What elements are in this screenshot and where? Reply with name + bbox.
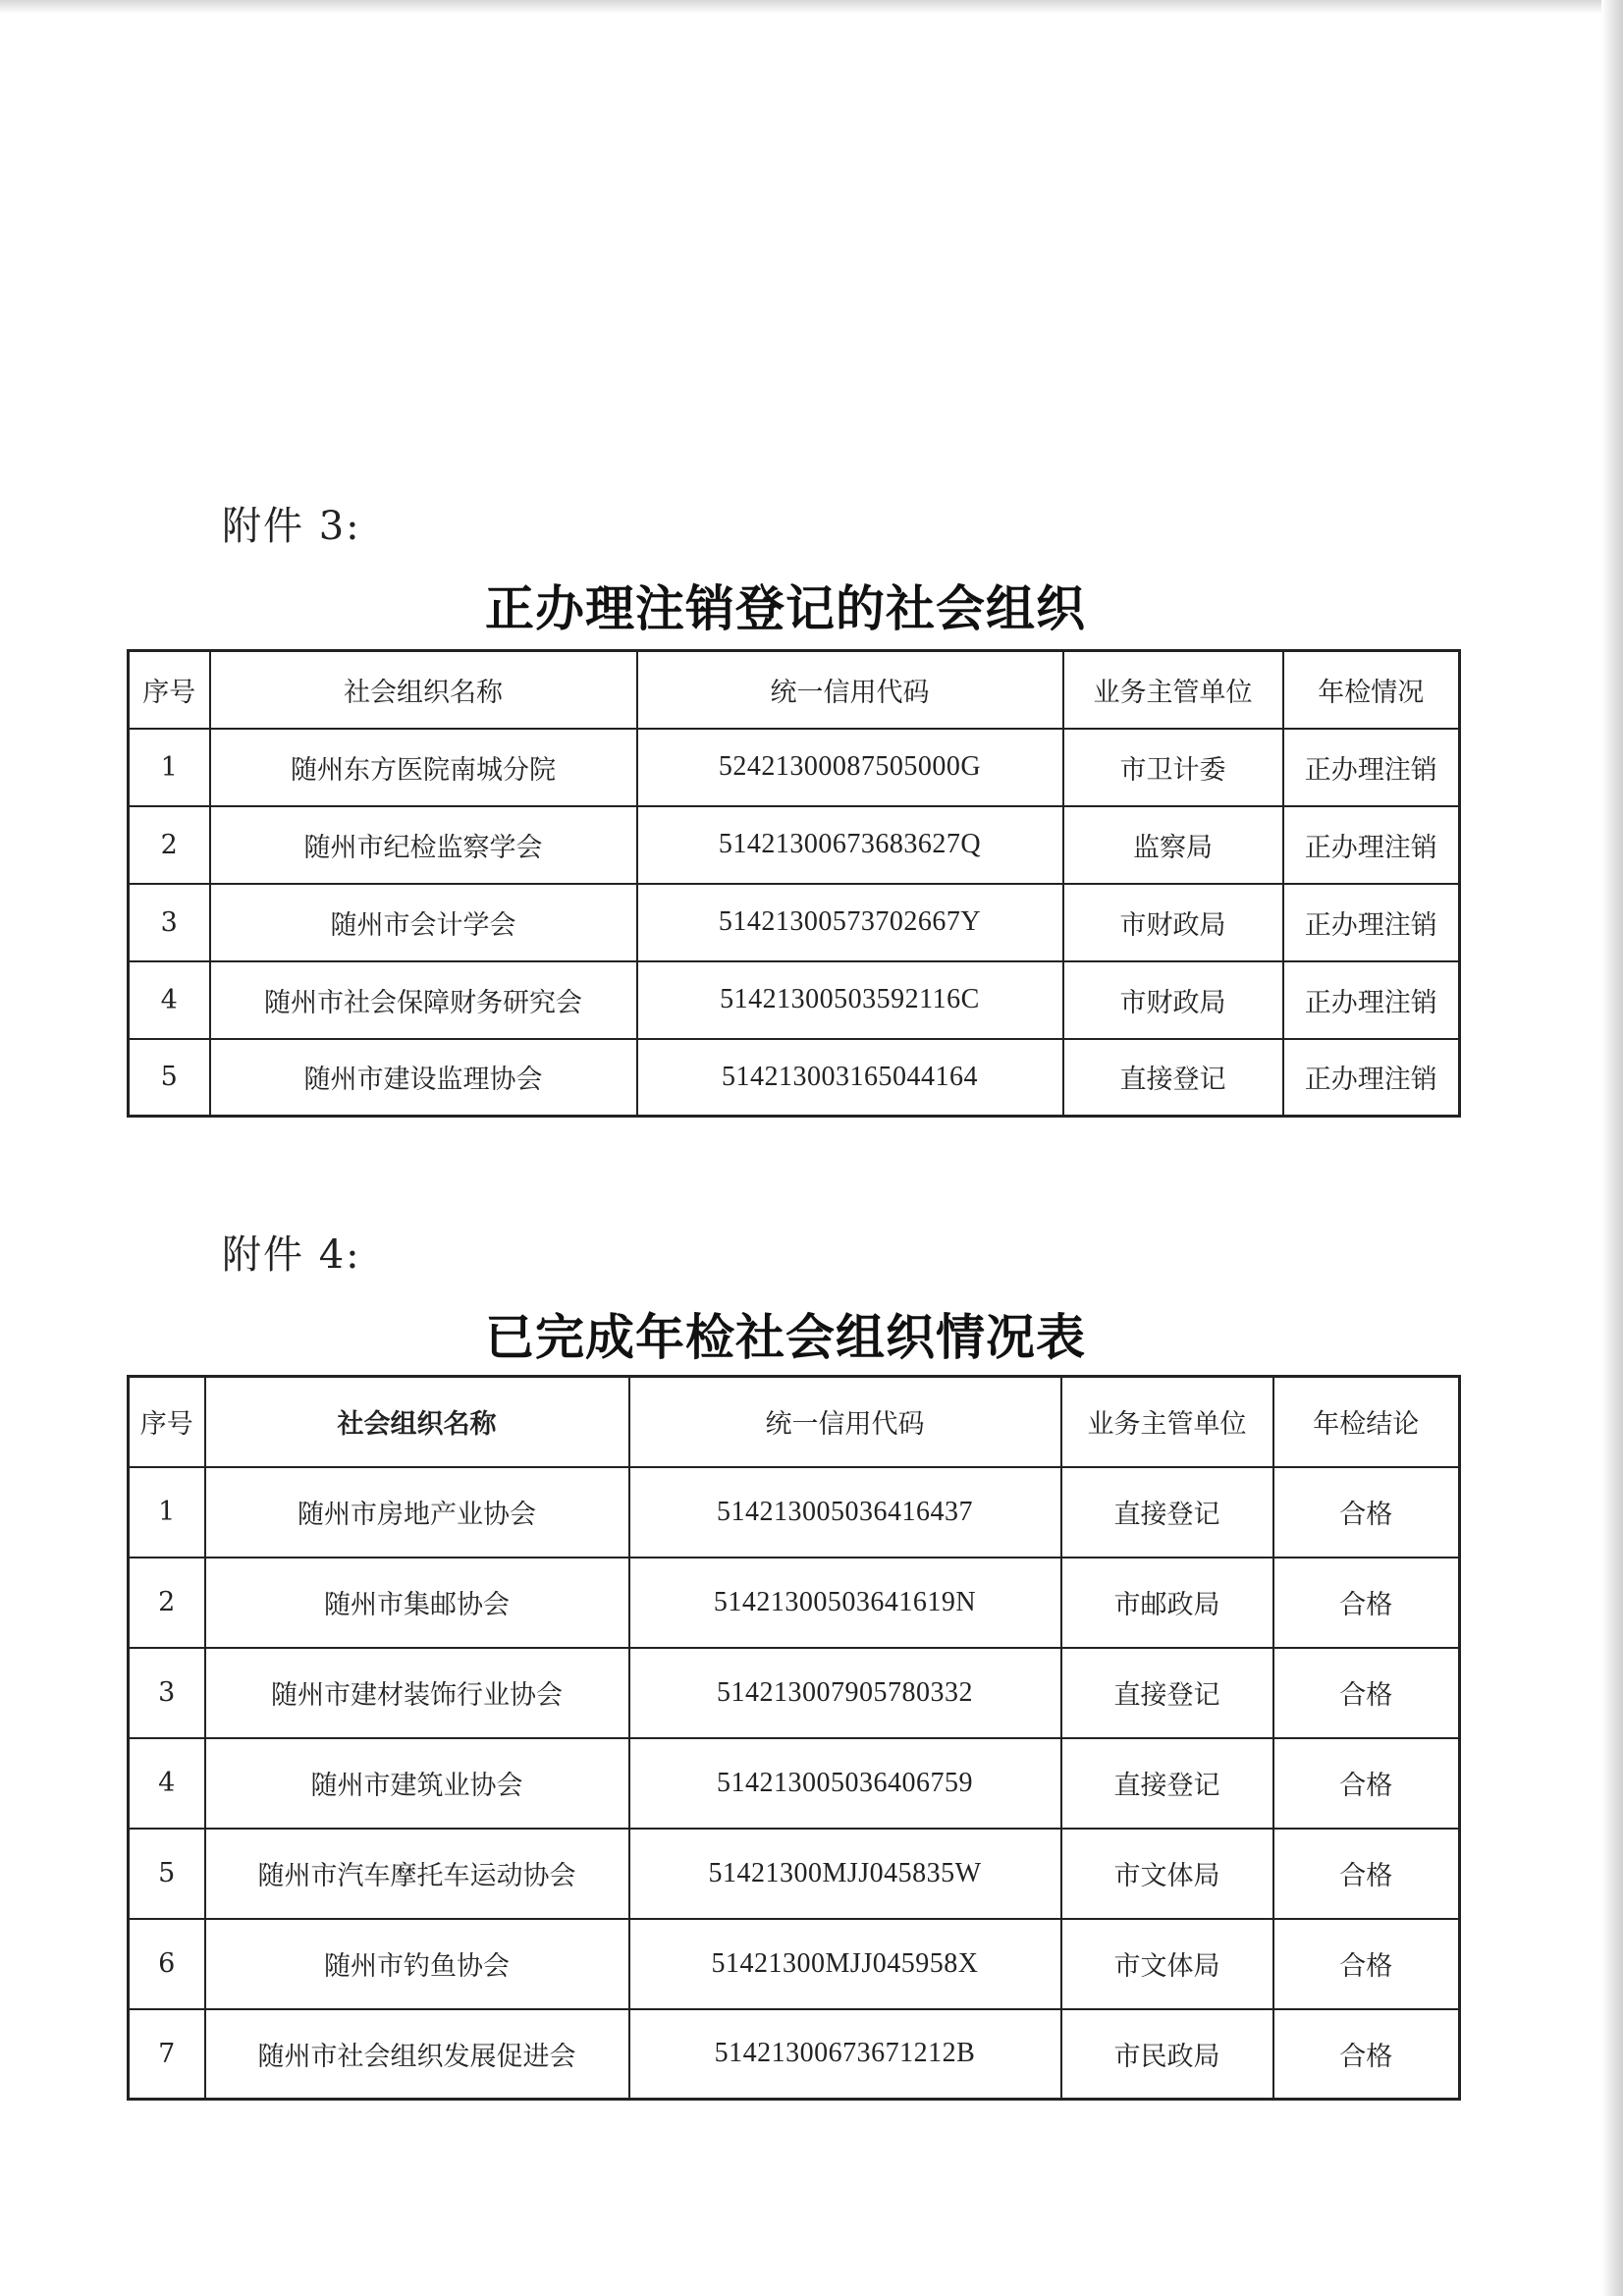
inspection-result: 合格 [1273,1467,1460,1558]
supervisor: 市文体局 [1061,1919,1273,2009]
org-name: 随州市纪检监察学会 [210,806,637,884]
supervisor: 直接登记 [1061,1648,1273,1738]
table-row [129,1558,1460,1648]
attachment-3-title: 正办理注销登记的社会组织 [485,579,1086,637]
credit-code: 51421300503592116C [637,961,1063,1039]
credit-code: 514213003165044164 [637,1039,1063,1117]
supervisor: 直接登记 [1063,1039,1283,1117]
org-name: 随州市钓鱼协会 [205,1919,629,2009]
org-name: 随州东方医院南城分院 [210,729,637,806]
org-name: 随州市社会组织发展促进会 [205,2009,629,2100]
org-name: 随州市汽车摩托车运动协会 [205,1829,629,1919]
row-index: 4 [129,1738,205,1829]
inspection-result: 合格 [1273,1648,1460,1738]
header-credit-code: 统一信用代码 [637,651,1063,729]
supervisor: 市民政局 [1061,2009,1273,2100]
table-row [129,729,1460,806]
header-index: 序号 [129,1377,205,1467]
row-index: 5 [129,1829,205,1919]
row-index: 7 [129,2009,205,2100]
row-index: 2 [129,806,210,884]
credit-code: 51421300673671212B [629,2009,1061,2100]
row-index: 1 [129,729,210,806]
org-name: 随州市会计学会 [210,884,637,961]
deregistration-table [127,649,1461,1118]
row-index: 1 [129,1467,205,1558]
row-index: 5 [129,1039,210,1117]
table-row [129,2009,1460,2100]
header-index: 序号 [129,651,210,729]
org-name: 随州市集邮协会 [205,1558,629,1648]
inspection-result: 合格 [1273,1738,1460,1829]
credit-code: 514213005036416437 [629,1467,1061,1558]
credit-code: 51421300673683627Q [637,806,1063,884]
inspection-status: 正办理注销 [1283,884,1460,961]
row-index: 3 [129,1648,205,1738]
table-header-row [129,1377,1460,1467]
inspection-status: 正办理注销 [1283,806,1460,884]
supervisor: 直接登记 [1061,1738,1273,1829]
org-name: 随州市建材装饰行业协会 [205,1648,629,1738]
inspection-result: 合格 [1273,1829,1460,1919]
header-credit-code: 统一信用代码 [629,1377,1061,1467]
supervisor: 市财政局 [1063,884,1283,961]
org-name: 随州市房地产业协会 [205,1467,629,1558]
attachment-4-title: 已完成年检社会组织情况表 [485,1308,1086,1366]
table-row [129,884,1460,961]
scan-edge-right [1601,0,1623,2296]
row-index: 3 [129,884,210,961]
header-org-name: 社会组织名称 [210,651,637,729]
table-row [129,1039,1460,1117]
inspection-status: 正办理注销 [1283,961,1460,1039]
row-index: 2 [129,1558,205,1648]
row-index: 4 [129,961,210,1039]
supervisor: 监察局 [1063,806,1283,884]
inspection-status: 正办理注销 [1283,729,1460,806]
attachment-4-label: 附件 4: [222,1232,361,1278]
supervisor: 直接登记 [1061,1467,1273,1558]
supervisor: 市财政局 [1063,961,1283,1039]
inspection-status: 正办理注销 [1283,1039,1460,1117]
attachment-3-label: 附件 3: [222,504,361,549]
org-name: 随州市建设监理协会 [210,1039,637,1117]
supervisor: 市文体局 [1061,1829,1273,1919]
supervisor: 市邮政局 [1061,1558,1273,1648]
header-org-name: 社会组织名称 [205,1377,629,1467]
scan-edge-top [0,0,1623,14]
org-name: 随州市建筑业协会 [205,1738,629,1829]
annual-inspection-table [127,1375,1461,2101]
header-supervisor: 业务主管单位 [1061,1377,1273,1467]
table-row [129,1829,1460,1919]
org-name: 随州市社会保障财务研究会 [210,961,637,1039]
table-header-row [129,651,1460,729]
table-row [129,1648,1460,1738]
table-row [129,961,1460,1039]
inspection-result: 合格 [1273,2009,1460,2100]
table-row [129,1467,1460,1558]
credit-code: 514213005036406759 [629,1738,1061,1829]
table-row [129,806,1460,884]
credit-code: 51421300MJJ045835W [629,1829,1061,1919]
row-index: 6 [129,1919,205,2009]
table-row [129,1919,1460,2009]
credit-code: 514213007905780332 [629,1648,1061,1738]
header-supervisor: 业务主管单位 [1063,651,1283,729]
credit-code: 51421300573702667Y [637,884,1063,961]
header-inspection-status: 年检情况 [1283,651,1460,729]
table-row [129,1738,1460,1829]
credit-code: 52421300087505000G [637,729,1063,806]
credit-code: 51421300MJJ045958X [629,1919,1061,2009]
credit-code: 51421300503641619N [629,1558,1061,1648]
inspection-result: 合格 [1273,1558,1460,1648]
header-inspection-result: 年检结论 [1273,1377,1460,1467]
supervisor: 市卫计委 [1063,729,1283,806]
inspection-result: 合格 [1273,1919,1460,2009]
